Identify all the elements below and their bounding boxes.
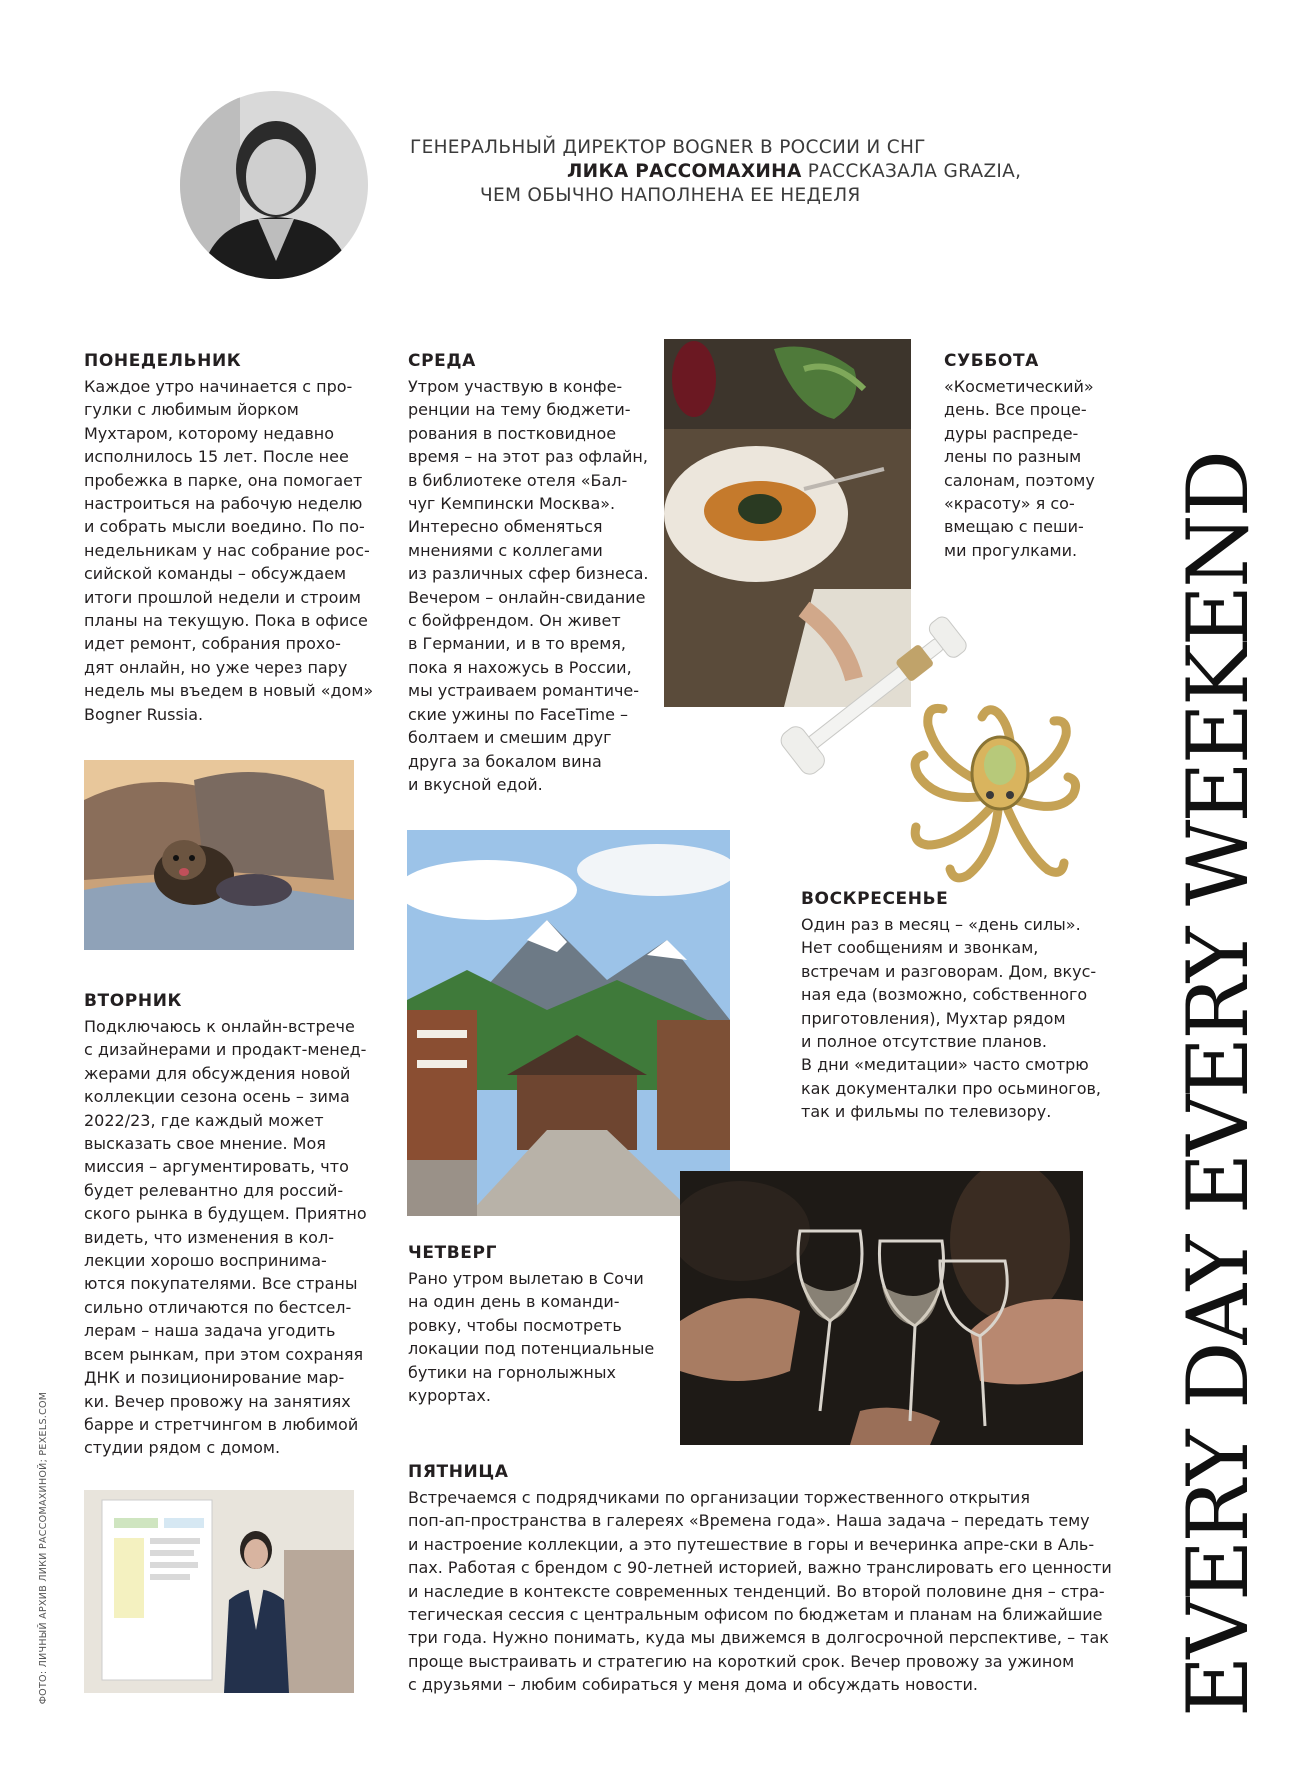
text-line: планы на текущую. Пока в офисе bbox=[84, 611, 368, 631]
text-line: лекции хорошо воспринима- bbox=[84, 1251, 327, 1271]
text-line: бутики на горнолыжных bbox=[408, 1362, 616, 1382]
text-line: три года. Нужно понимать, куда мы движемся в долгосрочной перспективе, – так bbox=[408, 1628, 1109, 1648]
text-line: с бойфрендом. Он живет bbox=[408, 611, 621, 631]
sunday-text bbox=[801, 913, 1101, 1124]
text-line: как документалки про осьминогов, bbox=[801, 1078, 1102, 1098]
text-line: рования в постковидное bbox=[408, 423, 617, 443]
text-line: и полное отсутствие планов. bbox=[801, 1032, 1047, 1052]
text-line: 2022/23, где каждый может bbox=[84, 1110, 324, 1130]
friday-title: ПЯТНИЦА bbox=[408, 1462, 509, 1482]
intro-text bbox=[395, 136, 1135, 208]
text-line: Один раз в месяц – «день силы». bbox=[801, 915, 1081, 934]
text-line: ми прогулками. bbox=[944, 540, 1078, 560]
wednesday-title: СРЕДА bbox=[408, 351, 476, 371]
text-line: Рано утром вылетаю в Сочи bbox=[408, 1269, 644, 1288]
text-line: недель мы въедем в новый «дом» bbox=[84, 681, 374, 701]
dog-photo bbox=[84, 760, 354, 950]
intro-line-2-rest: РАССКАЗАЛА GRAZIA, bbox=[801, 161, 1022, 182]
text-line: вмещаю с пеши- bbox=[944, 517, 1084, 537]
text-line: ная еда (возможно, собственного bbox=[801, 985, 1088, 1005]
text-line: курортах. bbox=[408, 1386, 491, 1406]
text-line: жерами для обсуждения новой bbox=[84, 1063, 351, 1083]
text-line: итоги прошлой недели и строим bbox=[84, 587, 361, 607]
text-line: приготовления), Мухтар рядом bbox=[801, 1008, 1066, 1028]
text-line: пах. Работая с брендом с 90-летней историей, важно транслировать его ценности bbox=[408, 1558, 1112, 1578]
text-line: и настроение коллекции, а это путешествие в горы и вечеринка апре-ски в Аль- bbox=[408, 1534, 1095, 1554]
text-line: и собрать мысли воедино. По по- bbox=[84, 517, 365, 537]
text-line: чуг Кемпински Москва». bbox=[408, 494, 616, 514]
wednesday-text bbox=[408, 375, 648, 796]
text-line: барре и стретчингом в любимой bbox=[84, 1414, 359, 1434]
text-line: проще выстраивать и стратегию на короткий срок. Вечер провожу за ужином bbox=[408, 1651, 1075, 1671]
wednesday-section bbox=[408, 351, 648, 796]
mountain-village-photo bbox=[407, 830, 730, 1216]
tuesday-section bbox=[84, 991, 367, 1460]
text-line: коллекции сезона осень – зима bbox=[84, 1087, 350, 1107]
octopus-brooch-image bbox=[898, 695, 1088, 890]
text-line: Подключаюсь к онлайн-встрече bbox=[84, 1017, 355, 1036]
intro-line-2 bbox=[395, 160, 1135, 184]
text-line: всем рынкам, при этом сохраняя bbox=[84, 1344, 364, 1364]
text-line: В дни «медитации» часто смотрю bbox=[801, 1055, 1089, 1075]
text-line: локации под потенциальные bbox=[408, 1339, 655, 1359]
text-line: Утром участвую в конфе- bbox=[408, 377, 623, 396]
text-line: на один день в команди- bbox=[408, 1292, 620, 1312]
friday-section bbox=[408, 1462, 1112, 1697]
text-line: мнениями с коллегами bbox=[408, 540, 603, 560]
text-line: «красоту» я со- bbox=[944, 494, 1075, 514]
text-line: поп-ап-пространства в галереях «Времена года». Наша задача – передать тему bbox=[408, 1511, 1090, 1531]
text-line: видеть, что изменения в кол- bbox=[84, 1227, 334, 1247]
text-line: высказать свое мнение. Моя bbox=[84, 1134, 326, 1154]
text-line: Встречаемся с подрядчиками по организации торжественного открытия bbox=[408, 1488, 1030, 1507]
portrait-photo bbox=[180, 91, 368, 279]
text-line: день. Все проце- bbox=[944, 400, 1087, 420]
text-line: дуры распреде- bbox=[944, 423, 1079, 443]
text-line: пока я нахожусь в России, bbox=[408, 657, 632, 677]
text-line: ются покупателями. Все страны bbox=[84, 1274, 358, 1294]
text-line: будет релевантно для россий- bbox=[84, 1180, 344, 1200]
text-line: гулки с любимым йорком bbox=[84, 400, 299, 420]
text-line: болтаем и смешим друг bbox=[408, 728, 612, 748]
intro-name: ЛИКА РАССОМАХИНА bbox=[567, 161, 802, 182]
text-line: Вечером – онлайн-свидание bbox=[408, 587, 646, 607]
text-line: мы устраиваем романтиче- bbox=[408, 681, 640, 701]
text-line: сийской команды – обсуждаем bbox=[84, 564, 347, 584]
tuesday-title: ВТОРНИК bbox=[84, 991, 183, 1011]
text-line: Каждое утро начинается с про- bbox=[84, 377, 353, 396]
text-line: дят онлайн, но уже через пару bbox=[84, 657, 348, 677]
text-line: время – на этот раз офлайн, bbox=[408, 447, 648, 467]
text-line: ренции на тему бюджети- bbox=[408, 400, 631, 420]
text-line: лерам – наша задача угодить bbox=[84, 1321, 336, 1341]
text-line: встречам и разговорам. Дом, вкус- bbox=[801, 961, 1097, 981]
text-line: из различных сфер бизнеса. bbox=[408, 564, 649, 584]
friday-text bbox=[408, 1486, 1112, 1697]
sunday-section bbox=[801, 889, 1101, 1124]
text-line: исполнилось 15 лет. После нее bbox=[84, 447, 349, 467]
text-line: в библиотеке отеля «Бал- bbox=[408, 470, 628, 490]
text-line: и наследие в контексте современных тенденций. Во второй половине дня – стра- bbox=[408, 1581, 1105, 1601]
text-line: Bogner Russia. bbox=[84, 704, 204, 724]
text-line: Мухтаром, которому недавно bbox=[84, 423, 335, 443]
text-line: сильно отличаются по бестсел- bbox=[84, 1297, 352, 1317]
text-line: ского рынка в будущем. Приятно bbox=[84, 1204, 367, 1224]
text-line: ровку, чтобы посмотреть bbox=[408, 1315, 622, 1335]
text-line: с друзьями – любим собираться у меня дома и обсуждать новости. bbox=[408, 1675, 979, 1695]
text-line: студии рядом с домом. bbox=[84, 1438, 281, 1458]
text-line: Нет сообщениям и звонкам, bbox=[801, 938, 1039, 958]
text-line: ские ужины по FaceTime – bbox=[408, 704, 629, 724]
monday-section bbox=[84, 351, 374, 726]
text-line: миссия – аргументировать, что bbox=[84, 1157, 349, 1177]
saturday-text bbox=[944, 375, 1094, 562]
sunday-title: ВОСКРЕСЕНЬЕ bbox=[801, 889, 949, 909]
text-line: друга за бокалом вина bbox=[408, 751, 602, 771]
text-line: Интересно обменяться bbox=[408, 517, 603, 537]
text-line: недельникам у нас собрание рос- bbox=[84, 540, 370, 560]
text-line: с дизайнерами и продакт-менед- bbox=[84, 1040, 367, 1060]
text-line: лены по разным bbox=[944, 447, 1082, 467]
thursday-section bbox=[408, 1243, 668, 1407]
text-line: ДНК и позиционирование мар- bbox=[84, 1368, 345, 1388]
intro-line-1: ГЕНЕРАЛЬНЫЙ ДИРЕКТОР BOGNER В РОССИИ И СНГ bbox=[410, 137, 926, 158]
wine-toast-photo bbox=[680, 1171, 1083, 1445]
text-line: настроиться на рабочую неделю bbox=[84, 494, 363, 514]
text-line: салонам, поэтому bbox=[944, 470, 1095, 490]
monday-text bbox=[84, 375, 374, 726]
text-line: и вкусной едой. bbox=[408, 774, 543, 794]
intro-line-3: ЧЕМ ОБЫЧНО НАПОЛНЕНА ЕЕ НЕДЕЛЯ bbox=[480, 185, 861, 206]
text-line: в Германии, и в то время, bbox=[408, 634, 626, 654]
photo-credit: ФОТО: ЛИЧНЫЙ АРХИВ ЛИКИ РАССОМАХИНОЙ; PEXELS.COM bbox=[38, 1391, 49, 1705]
text-line: ки. Вечер провожу на занятиях bbox=[84, 1391, 351, 1411]
text-line: пробежка в парке, она помогает bbox=[84, 470, 363, 490]
text-line: «Косметический» bbox=[944, 377, 1094, 396]
thursday-title: ЧЕТВЕРГ bbox=[408, 1243, 498, 1263]
text-line: так и фильмы по телевизору. bbox=[801, 1102, 1052, 1122]
presentation-photo bbox=[84, 1490, 354, 1693]
saturday-title: СУББОТА bbox=[944, 351, 1039, 371]
monday-title: ПОНЕДЕЛЬНИК bbox=[84, 351, 242, 371]
saturday-section bbox=[944, 351, 1094, 562]
tuesday-text bbox=[84, 1015, 367, 1460]
thursday-text bbox=[408, 1267, 668, 1407]
vertical-headline: EVERY DAY EVERY WEEKEND bbox=[1169, 453, 1267, 1717]
text-line: идет ремонт, собрания прохо- bbox=[84, 634, 341, 654]
text-line: тегическая сессия с центральным офисом по бюджетам и планам на ближайшие bbox=[408, 1605, 1103, 1625]
